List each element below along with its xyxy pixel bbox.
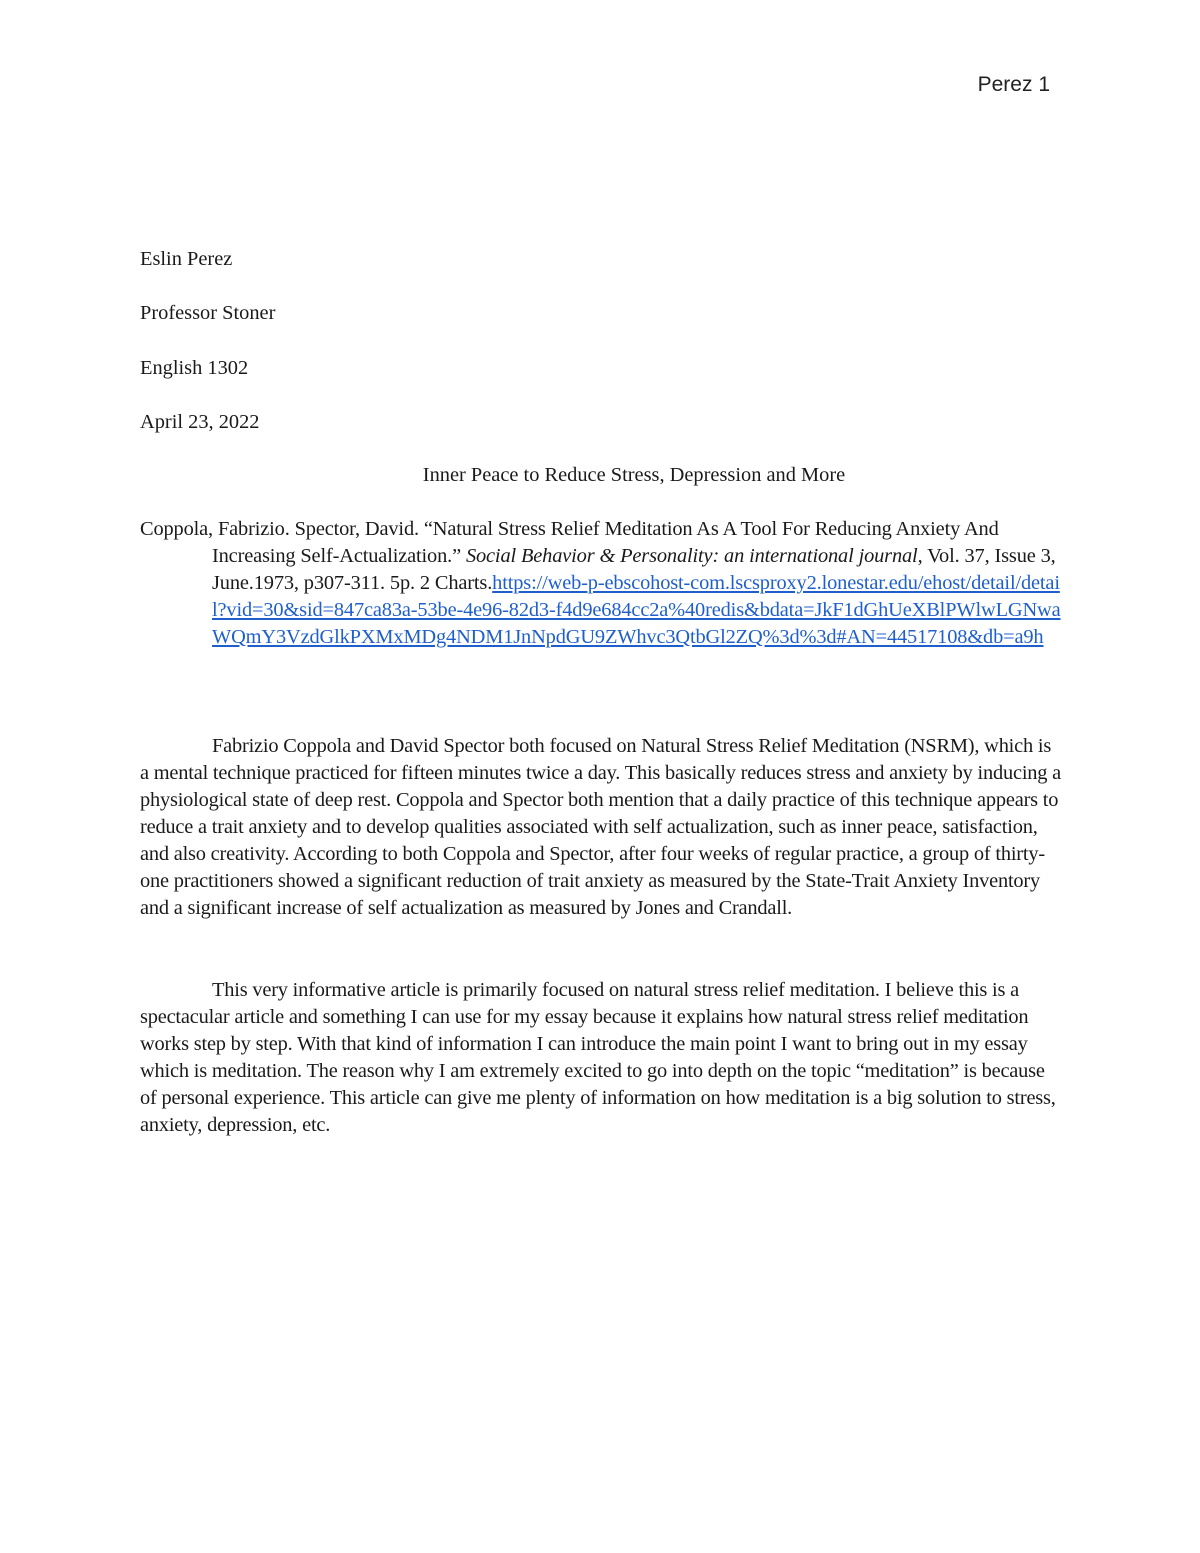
citation-details: , Vol. 37, Issue 3, June.1973, p307-311. 5p. 2 Charts. — [212, 545, 1056, 594]
citation-journal: Social Behavior & Personality: an international journal — [465, 545, 918, 567]
citation-authors-title: Coppola, Fabrizio. Spector, David. “Natural Stress Relief Meditation As A Tool For Reducing Anxiety And Increasing Self-Actualization.” — [140, 518, 999, 567]
essay-title: Inner Peace to Reduce Stress, Depression and More — [422, 464, 846, 486]
body-paragraph-1: Fabrizio Coppola and David Spector both focused on Natural Stress Relief Meditation (NSRM), which is a mental technique practiced for fifteen minutes twice a day. This basically reduces stress and anxiety by inducing a physiological state of deep rest. Coppola and Spector both mention that a daily practice of this technique appears to reduce a trait anxiety and to develop qualities associated with self actualization, such as inner peace, satisfaction, and also creativity. According to both Coppola and Spector, after four weeks of regular practice, a group of thirty-one practitioners showed a significant reduction of trait anxiety as measured by the State-Trait Anxiety Inventory and a significant increase of self actualization as measured by Jones and Crandall. — [140, 735, 1062, 919]
body-paragraph-2: This very informative article is primarily focused on natural stress relief meditation. I believe this is a spectacular article and something I can use for my essay because it explains how natural stress relief meditation works step by step. With that kind of information I can introduce the main point I want to bring out in my essay which is meditation. The reason why I am extremely excited to go into depth on the topic “meditation” is because of personal experience. This article can give me plenty of information on how meditation is a big solution to stress, anxiety, depression, etc. — [140, 979, 1056, 1136]
page-header-number: Perez 1 — [977, 73, 1050, 96]
student-name: Eslin Perez — [140, 248, 233, 270]
citation-entry — [140, 516, 1062, 651]
essay-date: April 23, 2022 — [140, 411, 260, 433]
citation-url-link[interactable]: https://web-p-ebscohost-com.lscsproxy2.lonestar.edu/ehost/detail/detail?vid=30&sid=847ca83a-53be-4e96-82d3-f4d9e684cc2a%40redis&bdata=JkF1dGhUeXBlPWlwLGNwaWQmY3VzdGlkPXMxMDg4NDM1JnNpdGU9ZWhvc3QtbGl2ZQ%3d%3d#AN=44517108&db=a9h — [212, 572, 1061, 648]
professor-name: Professor Stoner — [140, 302, 276, 324]
course-name: English 1302 — [140, 357, 249, 379]
